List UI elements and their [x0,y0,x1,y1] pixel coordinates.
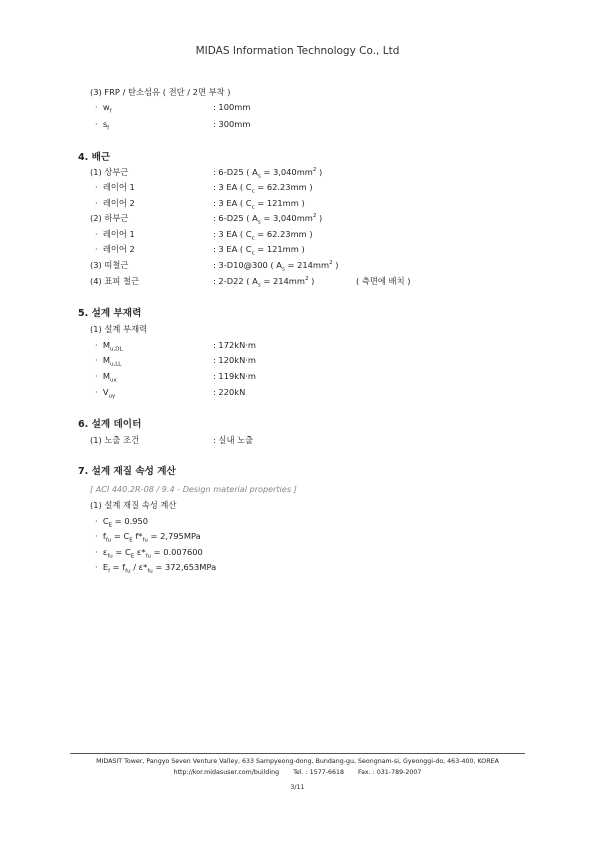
page-number: 3/11 [290,784,305,791]
bottom-layer-1-value: : 3 EA ( $C_c = 62.23mm$ ) [213,229,313,242]
top-layer-2-value: : 3 EA ( $C_c = 121mm$ ) [213,198,305,211]
page-header-company: MIDAS Information Technology Co., Ltd [195,45,400,57]
skin-bar-label: (4) 표피 철근 [90,276,140,286]
top-bar-label: (1) 상부근 [90,167,129,177]
bottom-layer-2-value: : 3 EA ( $C_c = 121mm$ ) [213,244,305,257]
footer-tel: Tel. : 1577-6618 [293,769,345,776]
param-row-sf: · $s_f$ [95,119,110,132]
code-reference: [ ACI 440.2R-08 / 9.4 - Design material properties ] [90,484,297,494]
footer-divider [70,753,525,754]
bullet-dot: · [95,341,98,350]
equation-ef: · $E_f = f_{fu} / \varepsilon*_{fu} = 372,653MPa$ [95,562,217,575]
force-row-mudl: · $M_{u,DL}$ [95,340,123,353]
bullet-dot: · [95,103,98,112]
param-value-sf: : 300mm [213,119,251,129]
bullet-dot: · [95,199,98,208]
tie-bar-label: (3) 띠철근 [90,260,129,270]
bullet-dot: · [95,183,98,192]
frp-shear-subheading: (3) FRP / 탄소섬유 ( 전단 / 2면 부착 ) [90,87,231,97]
design-forces-subheading: (1) 설계 부재력 [90,324,148,334]
bottom-layer-1-label: · 레이어 1 [95,229,135,239]
bottom-bar-label: (2) 하부근 [90,213,129,223]
exposure-value: : 실내 노출 [213,435,254,445]
bullet-dot: · [95,532,98,541]
tie-bar-value: : 3-D10@300 ( $A_s = 214mm^2$ ) [213,260,339,273]
section-heading-reinforcement: 4. 배근 [78,152,111,163]
footer-url[interactable]: http://kor.midasuser.com/building [173,769,280,776]
exposure-label: (1) 노출 조건 [90,435,140,445]
equation-ffu: · $f_{fu} = C_E$ $f*_{fu} = 2,795MPa$ [95,531,201,544]
skin-bar-value: : 2-D22 ( $A_s = 214mm^2$ ) [213,276,315,289]
equation-efu: · $\varepsilon_{fu} = C_E$ $\varepsilon*_{fu} = 0.007600$ [95,547,203,560]
force-row-mull: · $M_{u,LL}$ [95,355,122,368]
bullet-dot: · [95,517,98,526]
top-layer-1-value: : 3 EA ( $C_c = 62.23mm$ ) [213,182,313,195]
footer-fax: Fax. : 031-789-2007 [358,769,422,776]
top-bar-value: : 6-D25 ( $A_s = 3,040mm^2$ ) [213,167,323,180]
force-row-mux: · $M_{ux}$ [95,371,117,384]
top-layer-2-label: · 레이어 2 [95,198,135,208]
force-value-mux: : 119kN·m [213,371,256,381]
force-value-mull: : 120kN·m [213,355,256,365]
skin-bar-note: ( 측면에 배치 ) [356,276,411,286]
force-value-vuy: : 220kN [213,387,246,397]
bullet-dot: · [95,120,98,129]
bottom-bar-value: : 6-D25 ( $A_s = 3,040mm^2$ ) [213,213,323,226]
footer-contact [0,769,595,776]
bullet-dot: · [95,245,98,254]
bullet-dot: · [95,563,98,572]
bottom-layer-2-label: · 레이어 2 [95,244,135,254]
material-properties-subheading: (1) 설계 재질 속성 계산 [90,500,177,510]
param-row-wf: · $w_f$ [95,102,112,115]
force-row-vuy: · $V_{uy}$ [95,387,116,400]
section-heading-design-forces: 5. 설계 부재력 [78,308,142,319]
force-value-mudl: : 172kN·m [213,340,256,350]
equation-ce: · $C_E = 0.950$ [95,516,149,529]
footer-address: MIDASIT Tower, Pangyo Seven Venture Valley, 633 Sampyeong-dong, Bundang-gu, Seongnam-si, Gyeonggi-do, 463-400, KOREA [96,758,499,765]
bullet-dot: · [95,372,98,381]
top-layer-1-label: · 레이어 1 [95,182,135,192]
bullet-dot: · [95,548,98,557]
param-value-wf: : 100mm [213,102,251,112]
bullet-dot: · [95,388,98,397]
section-heading-design-data: 6. 설계 데이터 [78,419,142,430]
section-heading-material-properties: 7. 설계 재질 속성 계산 [78,466,176,477]
bullet-dot: · [95,230,98,239]
bullet-dot: · [95,356,98,365]
